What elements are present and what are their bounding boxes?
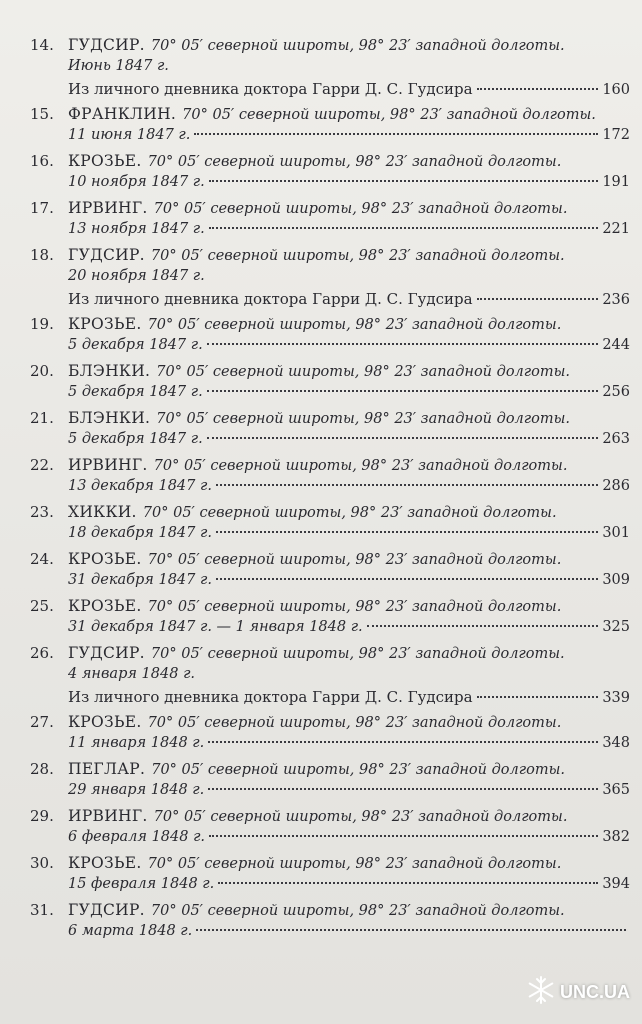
entry-date: 15 февраля 1848 г. [68, 876, 215, 892]
entry-name: КРОЗЬЕ. [68, 597, 142, 615]
entry-source-line [30, 290, 630, 312]
entry-number: 28. [30, 760, 54, 778]
entry-date: 31 декабря 1847 г. — 1 января 1848 г. [68, 619, 363, 635]
entry-name: ГУДСИР. [68, 644, 145, 662]
entry-date-line [30, 782, 630, 804]
watermark-text: UNC.UA [560, 982, 630, 1002]
dot-leader [216, 531, 598, 533]
dot-leader [209, 835, 598, 837]
entry-heading [30, 36, 630, 58]
entry-number: 20. [30, 362, 54, 380]
entry-number: 31. [30, 901, 54, 919]
entry-page-number: 394 [602, 876, 630, 892]
entry-number: 22. [30, 456, 54, 474]
entry-source: Из личного дневника доктора Гарри Д. С. Гудсира [68, 80, 473, 98]
entry-name: ИРВИНГ. [68, 807, 148, 825]
entry-heading [30, 315, 630, 337]
dot-leader [207, 390, 599, 392]
entry-name: ФРАНКЛИН. [68, 105, 177, 123]
entry-page-number: 263 [602, 431, 630, 447]
entry-name: КРОЗЬЕ. [68, 854, 142, 872]
dot-leader [367, 625, 599, 627]
dot-leader [477, 88, 599, 90]
entry-coordinates: 70° 05′ северной широты, 98° 23′ западной долготы. [150, 903, 565, 919]
entry-number: 29. [30, 807, 54, 825]
entry-page-number: 286 [602, 478, 630, 494]
entry-name: БЛЭНКИ. [68, 362, 151, 380]
entry-heading [30, 807, 630, 829]
entry-coordinates: 70° 05′ северной широты, 98° 23′ западной долготы. [147, 317, 562, 333]
entry-heading [30, 550, 630, 572]
toc-entry [30, 644, 630, 710]
entry-date-line [30, 735, 630, 757]
entry-date: 4 января 1848 г. [68, 666, 196, 682]
entry-coordinates: 70° 05′ северной широты, 98° 23′ западной долготы. [156, 364, 571, 380]
toc-entry [30, 713, 630, 757]
entry-heading [30, 246, 630, 268]
entry-page-number: 365 [602, 782, 630, 798]
entry-heading [30, 105, 630, 127]
entry-name: ПЕГЛАР. [68, 760, 146, 778]
toc-entry [30, 409, 630, 453]
toc-entry [30, 362, 630, 406]
entry-name: ГУДСИР. [68, 36, 145, 54]
entry-coordinates: 70° 05′ северной широты, 98° 23′ западной долготы. [150, 248, 565, 264]
entry-heading [30, 901, 630, 923]
entry-date-line [30, 923, 630, 945]
entry-number: 17. [30, 199, 54, 217]
entry-coordinates: 70° 05′ северной широты, 98° 23′ западной долготы. [153, 201, 568, 217]
entry-date: 6 марта 1848 г. [68, 923, 193, 939]
entry-name: ХИККИ. [68, 503, 137, 521]
entry-date-line [30, 619, 630, 641]
entry-coordinates: 70° 05′ северной широты, 98° 23′ западной долготы. [147, 715, 562, 731]
entry-date-line [30, 876, 630, 898]
toc-entry [30, 503, 630, 547]
dot-leader [477, 298, 599, 300]
entry-coordinates: 70° 05′ северной широты, 98° 23′ западной долготы. [147, 552, 562, 568]
entry-date-line [30, 268, 630, 290]
entry-date-line [30, 431, 630, 453]
entry-heading [30, 597, 630, 619]
entry-date-line [30, 525, 630, 547]
entry-date: 10 ноября 1847 г. [68, 174, 205, 190]
entry-name: КРОЗЬЕ. [68, 152, 142, 170]
dot-leader [216, 578, 598, 580]
entry-source-line [30, 80, 630, 102]
watermark [526, 975, 630, 1010]
entry-heading [30, 854, 630, 876]
entry-page-number: 256 [602, 384, 630, 400]
entry-number: 15. [30, 105, 54, 123]
toc-entry [30, 901, 630, 945]
entry-page-number: 160 [602, 82, 630, 98]
entry-date-line [30, 58, 630, 80]
dot-leader [208, 741, 598, 743]
snowflake-icon [526, 975, 556, 1010]
toc-entry [30, 36, 630, 102]
entry-date-line [30, 127, 630, 149]
entry-heading [30, 456, 630, 478]
entry-number: 26. [30, 644, 54, 662]
entry-date-line [30, 174, 630, 196]
entry-number: 14. [30, 36, 54, 54]
entry-source: Из личного дневника доктора Гарри Д. С. Гудсира [68, 290, 473, 308]
entry-coordinates: 70° 05′ северной широты, 98° 23′ западной долготы. [147, 856, 562, 872]
entry-page-number: 172 [602, 127, 630, 143]
entry-heading [30, 644, 630, 666]
entry-page-number: 244 [602, 337, 630, 353]
entry-name: КРОЗЬЕ. [68, 550, 142, 568]
entry-date: 11 января 1848 г. [68, 735, 205, 751]
entry-coordinates: 70° 05′ северной широты, 98° 23′ западной долготы. [153, 809, 568, 825]
dot-leader [209, 227, 599, 229]
dot-leader [477, 696, 599, 698]
dot-leader [207, 343, 599, 345]
entry-coordinates: 70° 05′ северной широты, 98° 23′ западной долготы. [147, 154, 562, 170]
entry-date: 5 декабря 1847 г. [68, 431, 203, 447]
entry-coordinates: 70° 05′ северной широты, 98° 23′ западной долготы. [153, 458, 568, 474]
entry-heading [30, 199, 630, 221]
entry-date: 5 декабря 1847 г. [68, 384, 203, 400]
toc-entry [30, 807, 630, 851]
entry-name: БЛЭНКИ. [68, 409, 151, 427]
dot-leader [218, 882, 598, 884]
entry-number: 30. [30, 854, 54, 872]
entry-page-number: 191 [602, 174, 630, 190]
entry-date: 29 января 1848 г. [68, 782, 205, 798]
entry-source: Из личного дневника доктора Гарри Д. С. Гудсира [68, 688, 473, 706]
entry-number: 24. [30, 550, 54, 568]
toc-entry [30, 456, 630, 500]
entry-page-number: 236 [602, 292, 630, 308]
entry-number: 19. [30, 315, 54, 333]
toc-entry [30, 550, 630, 594]
dot-leader [209, 180, 599, 182]
entry-coordinates: 70° 05′ северной широты, 98° 23′ западной долготы. [182, 107, 596, 123]
toc-entry [30, 105, 630, 149]
entry-heading [30, 503, 630, 525]
entry-date: 5 декабря 1847 г. [68, 337, 203, 353]
entry-heading [30, 760, 630, 782]
toc-entry [30, 315, 630, 359]
entry-date-line [30, 384, 630, 406]
entry-number: 27. [30, 713, 54, 731]
entry-name: ГУДСИР. [68, 246, 145, 264]
dot-leader [208, 788, 598, 790]
entry-name: ГУДСИР. [68, 901, 145, 919]
entry-coordinates: 70° 05′ северной широты, 98° 23′ западной долготы. [156, 411, 571, 427]
entry-page-number: 348 [602, 735, 630, 751]
entry-page-number: 339 [602, 690, 630, 706]
entry-heading [30, 713, 630, 735]
dot-leader [196, 929, 626, 931]
table-of-contents [30, 36, 630, 945]
entry-coordinates: 70° 05′ северной широты, 98° 23′ западной долготы. [151, 762, 565, 778]
entry-name: КРОЗЬЕ. [68, 315, 142, 333]
entry-date: 11 июня 1847 г. [68, 127, 191, 143]
entry-number: 21. [30, 409, 54, 427]
entry-date: 18 декабря 1847 г. [68, 525, 212, 541]
entry-number: 23. [30, 503, 54, 521]
entry-heading [30, 362, 630, 384]
entry-date-line [30, 478, 630, 500]
toc-entry [30, 152, 630, 196]
entry-page-number: 301 [602, 525, 630, 541]
toc-entry [30, 246, 630, 312]
toc-entry [30, 854, 630, 898]
toc-entry [30, 760, 630, 804]
entry-date-line [30, 337, 630, 359]
entry-page-number: 221 [602, 221, 630, 237]
entry-date-line [30, 221, 630, 243]
entry-coordinates: 70° 05′ северной широты, 98° 23′ западной долготы. [150, 646, 565, 662]
dot-leader [207, 437, 599, 439]
dot-leader [216, 484, 598, 486]
entry-name: ИРВИНГ. [68, 456, 148, 474]
entry-date-line [30, 572, 630, 594]
entry-heading [30, 152, 630, 174]
entry-name: КРОЗЬЕ. [68, 713, 142, 731]
entry-number: 16. [30, 152, 54, 170]
entry-date: 13 ноября 1847 г. [68, 221, 205, 237]
entry-date: 13 декабря 1847 г. [68, 478, 212, 494]
entry-date-line [30, 829, 630, 851]
entry-name: ИРВИНГ. [68, 199, 148, 217]
toc-entry [30, 597, 630, 641]
entry-page-number: 325 [602, 619, 630, 635]
entry-page-number: 309 [602, 572, 630, 588]
entry-coordinates: 70° 05′ северной широты, 98° 23′ западной долготы. [147, 599, 562, 615]
entry-heading [30, 409, 630, 431]
entry-coordinates: 70° 05′ северной широты, 98° 23′ западной долготы. [142, 505, 557, 521]
entry-date: 20 ноября 1847 г. [68, 268, 205, 284]
entry-number: 25. [30, 597, 54, 615]
toc-entry [30, 199, 630, 243]
entry-date: 6 февраля 1848 г. [68, 829, 206, 845]
entry-number: 18. [30, 246, 54, 264]
entry-page-number: 382 [602, 829, 630, 845]
entry-coordinates: 70° 05′ северной широты, 98° 23′ западной долготы. [150, 38, 565, 54]
dot-leader [194, 133, 598, 135]
entry-source-line [30, 688, 630, 710]
entry-date: Июнь 1847 г. [68, 58, 169, 74]
entry-date: 31 декабря 1847 г. [68, 572, 212, 588]
entry-date-line [30, 666, 630, 688]
